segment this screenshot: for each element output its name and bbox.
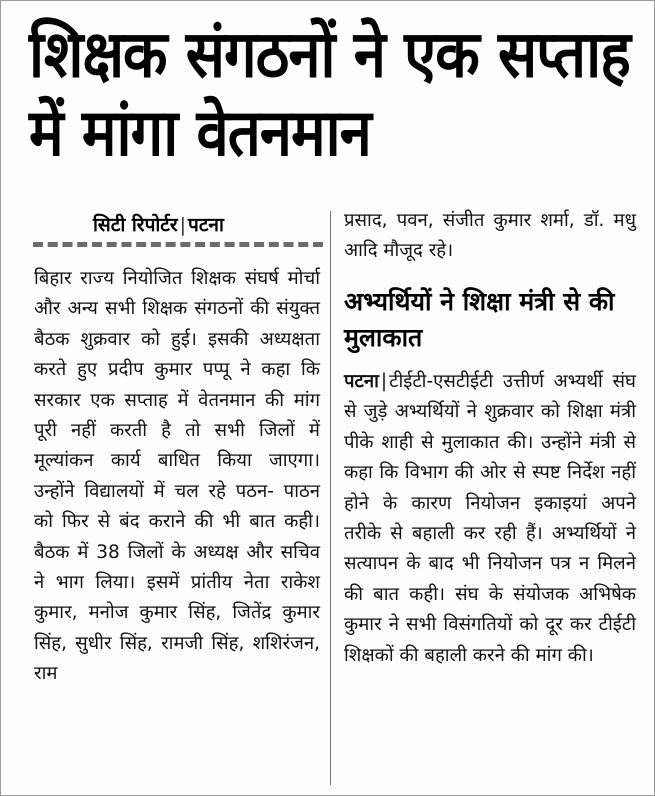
story-main-body: बिहार राज्य नियोजित शिक्षक संघर्ष मोर्चा और अन्य सभी शिक्षक संगठनों की संयुक्त बैठक शुक्रवार को हुई। इसकी अध्यक्षता करते हुए प्रदीप कुमार पप्पू ने कहा कि सरकार एक सप्ताह में वेतनमान की मांग पूरी नहीं करती है तो सभी जिलों में मूल्यांकन कार्य बाधित किया जाएगा। उन्होंने विद्यालयों में चल रहे पठन- पाठन को फिर से बंद कराने की भी बात कही। बैठक में 38 जिलों के अध्यक्ष और सचिव ने भाग लिया। इसमें प्रांतीय नेता राकेश कुमार, मनोज कुमार सिंह, जितेंद्र कुमार सिंह, सुधीर सिंह, रामजी सिंह, शशिरंजन, राम — [34, 268, 320, 685]
story-second-subhead: अभ्यर्थियों ने शिक्षा मंत्री से की मुलाकात — [344, 287, 615, 352]
byline-separator: | — [179, 214, 187, 236]
column-divider — [330, 211, 331, 785]
story-second-dateline: पटना — [344, 371, 379, 392]
story-second-paragraph — [344, 367, 636, 671]
byline-city: पटना — [188, 214, 224, 236]
story-main-continuation: प्रसाद, पवन, संजीत कुमार शर्मा, डॉ. मधु आदि मौजूद रहे। — [344, 210, 636, 262]
story-main-continuation-column — [344, 206, 636, 267]
story-second-body: टीईटी-एसटीईटी उत्तीर्ण अभ्यर्थी संघ से जुड़े अभ्यर्थियों ने शुक्रवार को शिक्षा मंत्री पीके शाही से मुलाकात की। उन्होंने मंत्री से कहा कि विभाग की ओर से स्पष्ट निर्देश नहीं होने के कारण नियोजन इकाइयां अपने तरीके से बहाली कर रही हैं। अभ्यर्थियों ने सत्यापन के बाद भी नियोजन पत्र न मिलने की बात कही। संघ के संयोजक अभिषेक कुमार ने सभी विसंगतियों को दूर कर टीईटी शिक्षकों की बहाली करने की मांग की। — [344, 371, 636, 666]
story-second-dateline-separator: | — [380, 371, 388, 392]
story-main-body-column — [34, 264, 320, 690]
dashed-divider — [33, 242, 323, 247]
headline: शिक्षक संगठनों ने एक सप्ताह में मांगा वेतनमान — [29, 16, 630, 171]
byline-reporter: सिटी रिपोर्टर — [93, 214, 178, 236]
story-second-column — [344, 367, 636, 671]
byline — [93, 211, 224, 237]
